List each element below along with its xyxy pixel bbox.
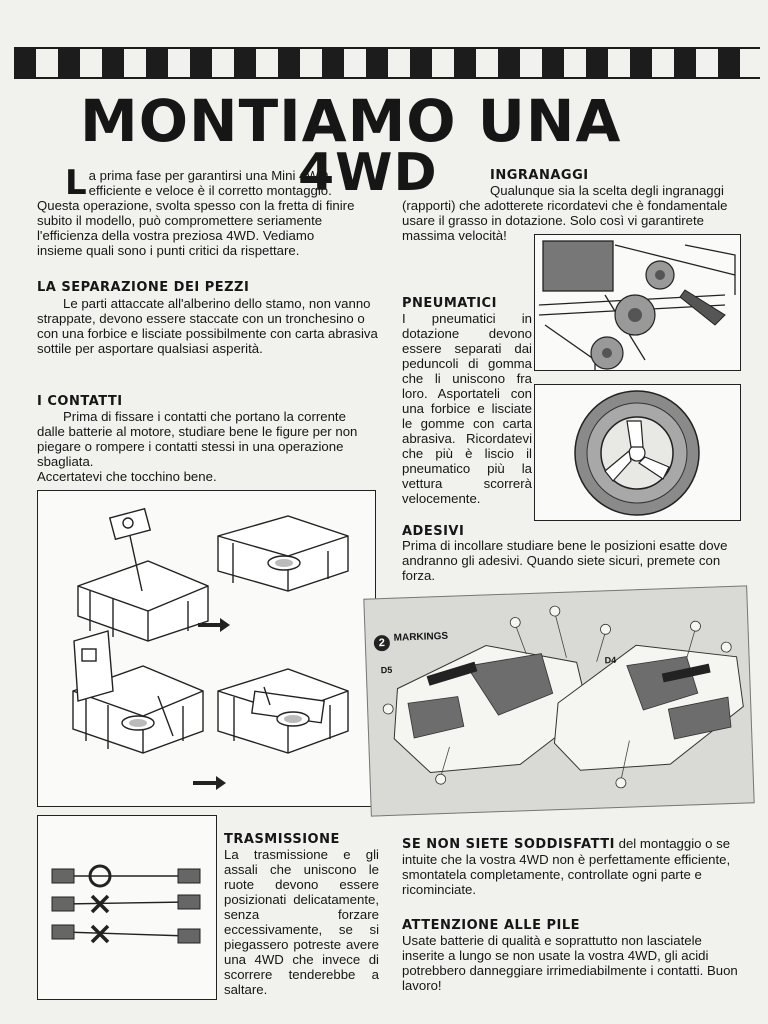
markings-badge: 2 <box>374 635 391 652</box>
adesivi-text: Prima di incollare studiare bene le posizioni esatte dove andranno gli adesivi. Quando siete sicuri, premete con forza. <box>402 538 728 583</box>
soddisfatti-paragraph <box>402 836 740 897</box>
section-heading-contatti: I CONTATTI <box>37 394 123 409</box>
intro-paragraph <box>37 163 363 258</box>
section-heading-adesivi: ADESIVI <box>402 524 465 539</box>
section-heading-pneumatici: PNEUMATICI <box>402 296 497 311</box>
section-heading-ingranaggi: INGRANAGGI <box>490 168 589 183</box>
section-heading-soddisfatti: SE NON SIETE SODDISFATTI <box>402 837 615 852</box>
axle-illustration <box>38 816 216 999</box>
markings-code-right: D4 <box>604 654 617 666</box>
pile-text: Usate batterie di qualità e soprattutto non lasciatele inserite a lungo se non usate la vostra 4WD, gli acidi potrebbero danneggiare irrimediabilmente i contatti. Buon lavoro! <box>402 933 738 993</box>
contacts-illustration <box>38 491 375 806</box>
separazione-text: Le parti attaccate all'alberino dello stamo, non vanno strappate, devono essere staccate con un tronchesino o con una forbice e lisciate possibilmente con carta abrasiva sottile per asportare qualsiasi asperità. <box>37 296 378 356</box>
checker-banner <box>14 47 760 79</box>
section-heading-pile: ATTENZIONE ALLE PILE <box>402 918 581 933</box>
markings-sheet <box>363 585 754 816</box>
ingranaggi-text: Qualunque sia la scelta degli ingranaggi (rapporti) che adotterete ricordatevi che è fondamentale usare il grasso in dotazione. Solo così vi garantirete massima velocità! <box>402 183 728 243</box>
contatti-paragraph-2: Accertatevi che tocchino bene. <box>37 469 217 484</box>
gears-illustration <box>534 234 741 371</box>
contacts-diagram <box>37 490 376 807</box>
markings-drawing <box>364 586 753 815</box>
soddisfatti-text: del montaggio o se intuite che la vostra 4WD non è perfettamente efficiente, smontatela completamente, controllate ogni parte e ricominciate. <box>402 836 731 897</box>
intro-text: a prima fase per garantirsi una Mini 4WD efficiente e veloce è il corretto montaggio. Questa operazione, svolta spesso con la fretta di finire subito il modello, può compromettere seriamente l'efficienza della vostra preziosa 4WD. Vediamo insieme quali sono i punti critici da rispettare. <box>37 168 355 258</box>
tyre-illustration <box>534 384 741 521</box>
contatti-text <box>37 409 377 484</box>
transmission-diagram <box>37 815 217 1000</box>
section-heading-separazione: LA SEPARAZIONE DEI PEZZI <box>37 280 250 295</box>
gears-drawing <box>535 235 740 370</box>
intro-dropcap: L <box>65 163 87 203</box>
page-title: MONTIAMO UNA <box>80 87 622 155</box>
markings-label: MARKINGS <box>393 630 449 644</box>
contatti-paragraph: Prima di fissare i contatti che portano la corrente dalle batterie al motore, studiare bene le figure per non piegare o rompere i contatti stessi in una operazione sbagliata. <box>37 409 358 469</box>
page-title-4wd: 4WD <box>298 143 438 203</box>
trasmissione-text: La trasmissione e gli assali che uniscono le ruote devono essere posizionati delicatamente, senza forzare eccessivamente, se si piegassero potreste avere una 4WD che invece di scorrere tenderebbe a saltare. <box>224 847 379 997</box>
markings-code-left: D5 <box>380 664 393 676</box>
tyre-icon <box>535 385 740 520</box>
pneumatici-text: I pneumatici in dotazione devono essere separati dai peduncoli di gomma che li uniscono fra loro. Asportateli con una forbice e lisciate le gomme con carta abrasiva. Ricordatevi che più è liscio il pneumatico più la vettura scorrerà velocemente. <box>402 311 532 506</box>
section-heading-trasmissione: TRASMISSIONE <box>224 832 340 847</box>
